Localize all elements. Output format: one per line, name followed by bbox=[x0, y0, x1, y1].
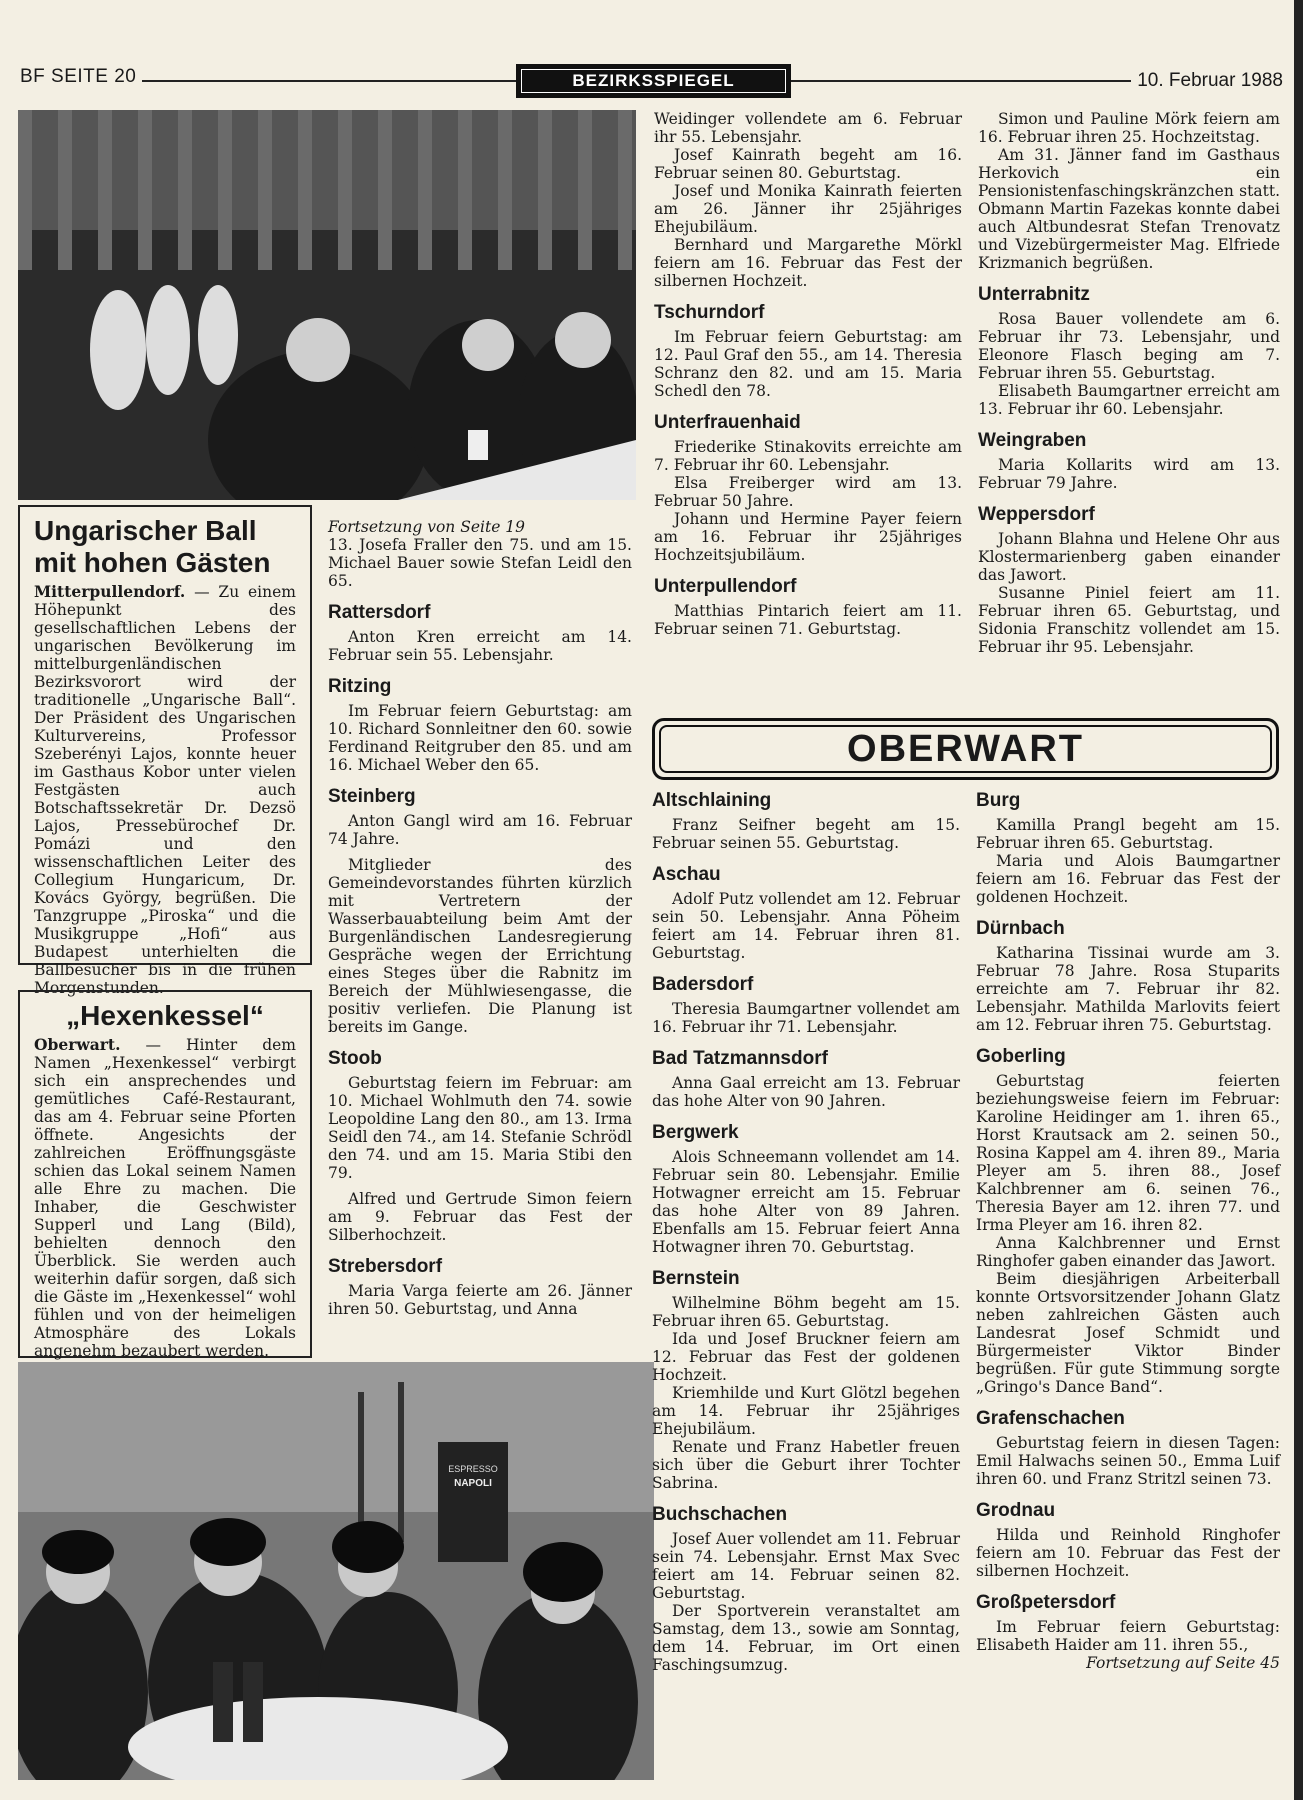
place-heading: Stoob bbox=[328, 1048, 382, 1069]
paragraph: Wilhelmine Böhm begeht am 15. Februar ihren 65. Geburtstag. bbox=[652, 1294, 960, 1330]
paragraph: Simon und Pauline Mörk feiern am 16. Februar ihren 25. Hochzeitstag. bbox=[978, 110, 1280, 146]
cafe-photo bbox=[18, 1362, 654, 1780]
place-heading: Burg bbox=[976, 790, 1021, 811]
ball-photo bbox=[18, 110, 636, 500]
place-heading: Altschlaining bbox=[652, 790, 772, 811]
article-ungarischer-ball bbox=[18, 505, 312, 997]
article-title: Ungarischer Ball mit hohen Gästen bbox=[34, 515, 271, 578]
paragraph: Der Sportverein veranstaltet am Samstag, dem 13., sowie am Sonntag, dem 14. Februar, im Ort einen Faschingsumzug. bbox=[652, 1602, 960, 1674]
paragraph: Geburtstag feiern im Februar: am 10. Michael Wohlmuth den 74. sowie Leopoldine Lang den 80., am 13. Irma Seidl den 74., am 14. Stefanie Schrödl den 74. und am 15. Maria Stibi den 79. bbox=[328, 1074, 632, 1182]
paragraph: Adolf Putz vollendet am 12. Februar sein 50. Lebensjahr. Anna Pöheim feiert am 14. Februar ihren 81. Geburtstag. bbox=[652, 890, 960, 962]
dateline: Oberwart. bbox=[34, 1035, 121, 1054]
paragraph: Friederike Stinakovits erreichte am 7. Februar ihr 60. Lebensjahr. bbox=[654, 438, 962, 474]
place-heading: Buchschachen bbox=[652, 1504, 788, 1525]
paragraph: Anton Kren erreicht am 14. Februar sein 55. Lebensjahr. bbox=[328, 628, 632, 664]
paragraph: Maria Kollarits wird am 13. Februar 79 Jahre. bbox=[978, 456, 1280, 492]
banner-text: OBERWART bbox=[659, 725, 1272, 773]
paragraph: Bernhard und Margarethe Mörkl feiern am 16. Februar das Fest der silbernen Hochzeit. bbox=[654, 236, 962, 290]
article-hexenkessel bbox=[18, 990, 312, 1358]
place-heading: Unterpullendorf bbox=[654, 576, 797, 597]
place-heading: Strebersdorf bbox=[328, 1256, 443, 1277]
place-heading: Rattersdorf bbox=[328, 602, 431, 623]
paragraph: 13. Josefa Fraller den 75. und am 15. Michael Bauer sowie Stefan Leidl den 65. bbox=[328, 536, 632, 590]
paragraph: Geburtstag feiern in diesen Tagen: Emil Halwachs seinen 50., Emma Luif ihren 60. und Franz Stritzl seinen 73. bbox=[976, 1434, 1280, 1488]
paragraph: Katharina Tissinai wurde am 3. Februar 78 Jahre. Rosa Stuparits erreichte am 7. Februar ihr 82. Lebensjahr. Mathilda Marlovits feiert am 12. Februar ihren 75. Geburtstag. bbox=[976, 944, 1280, 1034]
article-title: „Hexenkessel“ bbox=[66, 1000, 264, 1031]
column-3 bbox=[654, 110, 962, 638]
article-body-text: — Hinter dem Namen „Hexenkessel“ verbirgt sich ein ansprechendes und gemütliches Café-Restaurant, das am 4. Februar seine Pforten öffnete. Angesichts der zahlreichen Eröffnungsgäste schien das Lokal seinem Namen alle Ehre zu machen. Die Inhaber, die Geschwister Supperl und Lang (Bild), behielten dennoch den Überblick. Sie werden auch weiterhin dafür sorgen, daß sich die Gäste im „Hexenkessel“ wohl fühlen und von der heimeligen Atmosphäre des Lokals angenehm bezaubert werden. bbox=[34, 1036, 296, 1360]
paragraph: Beim diesjährigen Arbeiterball konnte Ortsvorsitzender Johann Glatz neben zahlreichen Gästen auch Landesrat Josef Schmidt und Bürgermeister Viktor Binder begrüßen. Für gute Stimmung sorgte „Gringo's Dance Band“. bbox=[976, 1270, 1280, 1396]
poster-bottom: NAPOLI bbox=[454, 1478, 492, 1489]
paragraph: Elsa Freiberger wird am 13. Februar 50 Jahre. bbox=[654, 474, 962, 510]
section-title bbox=[516, 64, 791, 98]
place-heading: Tschurndorf bbox=[654, 302, 765, 323]
paragraph: Maria und Alois Baumgartner feiern am 16. Februar das Fest der goldenen Hochzeit. bbox=[976, 852, 1280, 906]
column-4 bbox=[978, 110, 1280, 656]
paragraph: Matthias Pintarich feiert am 11. Februar seinen 71. Geburtstag. bbox=[654, 602, 962, 638]
continuation-note: Fortsetzung auf Seite 45 bbox=[1086, 1654, 1280, 1672]
place-heading: Steinberg bbox=[328, 786, 416, 807]
paragraph: Johann Blahna und Helene Ohr aus Klostermarienberg gaben einander das Jawort. bbox=[978, 530, 1280, 584]
place-heading: Goberling bbox=[976, 1046, 1066, 1067]
paragraph: Im Februar feiern Geburtstag: am 12. Paul Graf den 55., am 14. Theresia Schranz den 82. und am 15. Maria Schedl den 78. bbox=[654, 328, 962, 400]
paragraph: Franz Seifner begeht am 15. Februar seinen 55. Geburtstag. bbox=[652, 816, 960, 852]
paragraph: Josef Kainrath begeht am 16. Februar seinen 80. Geburtstag. bbox=[654, 146, 962, 182]
place-heading: Weppersdorf bbox=[978, 504, 1095, 525]
issue-date: 10. Februar 1988 bbox=[1131, 70, 1283, 92]
place-heading: Bergwerk bbox=[652, 1122, 739, 1143]
paragraph: Rosa Bauer vollendete am 6. Februar ihr 73. Lebensjahr, und Eleonore Flasch beging am 7. Februar ihren 55. Geburtstag. bbox=[978, 310, 1280, 382]
paragraph: Kamilla Prangl begeht am 15. Februar ihren 65. Geburtstag. bbox=[976, 816, 1280, 852]
paragraph: Im Februar feiern Geburtstag: Elisabeth Haider am 11. ihren 55., bbox=[976, 1618, 1280, 1654]
paragraph: Maria Varga feierte am 26. Jänner ihren 50. Geburtstag, und Anna bbox=[328, 1282, 632, 1318]
paragraph: Anton Gangl wird am 16. Februar 74 Jahre. bbox=[328, 812, 632, 848]
paragraph: Kriemhilde und Kurt Glötzl begehen am 14. Februar ihr 25jähriges Ehejubiläum. bbox=[652, 1384, 960, 1438]
paragraph: Mitglieder des Gemeindevorstandes führten kürzlich mit Vertretern der Wasserbauabteilung beim Amt der Burgenländischen Landesregierung Gespräche wegen der Errichtung eines Steges über die Rabnitz im Bereich der Mühlwiesengasse, die positiv verliefen. Die Planung ist bereits im Gange. bbox=[328, 856, 632, 1036]
place-heading: Badersdorf bbox=[652, 974, 754, 995]
section-title-text: BEZIRKSSPIEGEL bbox=[521, 69, 786, 93]
poster-top: ESPRESSO bbox=[448, 1464, 498, 1474]
paragraph: Anna Gaal erreicht am 13. Februar das hohe Alter von 90 Jahren. bbox=[652, 1074, 960, 1110]
paragraph: Johann und Hermine Payer feiern am 16. Februar ihr 25jähriges Hochzeitsjubiläum. bbox=[654, 510, 962, 564]
paragraph: Renate und Franz Habetler freuen sich über die Geburt ihrer Tochter Sabrina. bbox=[652, 1438, 960, 1492]
place-heading: Grafenschachen bbox=[976, 1408, 1125, 1429]
place-heading: Grodnau bbox=[976, 1500, 1056, 1521]
dateline: Mitterpullendorf. bbox=[34, 582, 186, 601]
place-heading: Unterrabnitz bbox=[978, 284, 1090, 305]
paragraph: Ida und Josef Bruckner feiern am 12. Februar das Fest der goldenen Hochzeit. bbox=[652, 1330, 960, 1384]
paragraph: Anna Kalchbrenner und Ernst Ringhofer gaben einander das Jawort. bbox=[976, 1234, 1280, 1270]
paragraph: Theresia Baumgartner vollendet am 16. Februar ihr 71. Lebensjahr. bbox=[652, 1000, 960, 1036]
column-6 bbox=[976, 790, 1280, 1672]
article-body bbox=[34, 583, 296, 997]
paragraph: Hilda und Reinhold Ringhofer feiern am 10. Februar das Fest der silbernen Hochzeit. bbox=[976, 1526, 1280, 1580]
place-heading: Weingraben bbox=[978, 430, 1087, 451]
oberwart-banner bbox=[652, 718, 1279, 780]
paragraph: Weidinger vollendete am 6. Februar ihr 55. Lebensjahr. bbox=[654, 110, 962, 146]
column-2 bbox=[328, 518, 632, 1318]
place-heading: Bad Tatzmannsdorf bbox=[652, 1048, 828, 1069]
paragraph: Josef Auer vollendet am 11. Februar sein 74. Lebensjahr. Ernst Max Svec feiert am 14. Februar seinen 82. Geburtstag. bbox=[652, 1530, 960, 1602]
page-label: BF SEITE 20 bbox=[20, 66, 142, 88]
column-5 bbox=[652, 790, 960, 1674]
place-heading: Ritzing bbox=[328, 676, 392, 697]
paragraph: Susanne Piniel feiert am 11. Februar ihren 65. Geburtstag, und Sidonia Franschitz vollendet am 15. Februar ihr 95. Lebensjahr. bbox=[978, 584, 1280, 656]
paragraph: Im Februar feiern Geburtstag: am 10. Richard Sonnleitner den 60. sowie Ferdinand Reitgruber den 85. und am 16. Michael Weber den 65. bbox=[328, 702, 632, 774]
paragraph: Geburtstag feierten beziehungsweise feiern im Februar: Karoline Heidinger am 1. ihren 65., Horst Krautsack am 2. seinen 50., Rosina Kappel am 4. ihren 89., Maria Pleyer am 5. ihren 88., Josef Kalchbrenner am 6. seinen 76., Theresia Bayer am 12. ihren 77. und Irma Pleyer am 16. ihren 82. bbox=[976, 1072, 1280, 1234]
place-heading: Unterfrauenhaid bbox=[654, 412, 801, 433]
paragraph: Alois Schneemann vollendet am 14. Februar sein 80. Lebensjahr. Emilie Hotwagner erreicht am 15. Februar das hohe Alter von 89 Jahren. Ebenfalls am 15. Februar feiert Anna Hotwagner ihren 70. Geburtstag. bbox=[652, 1148, 960, 1256]
paragraph: Elisabeth Baumgartner erreicht am 13. Februar ihr 60. Lebensjahr. bbox=[978, 382, 1280, 418]
article-body bbox=[34, 1036, 296, 1360]
paragraph: Josef und Monika Kainrath feierten am 26. Jänner ihr 25jähriges Ehejubiläum. bbox=[654, 182, 962, 236]
paragraph: Alfred und Gertrude Simon feiern am 9. Februar das Fest der Silberhochzeit. bbox=[328, 1190, 632, 1244]
continuation-note: Fortsetzung von Seite 19 bbox=[328, 518, 526, 536]
place-heading: Aschau bbox=[652, 864, 721, 885]
place-heading: Bernstein bbox=[652, 1268, 740, 1289]
place-heading: Großpetersdorf bbox=[976, 1592, 1116, 1613]
paragraph: Am 31. Jänner fand im Gasthaus Herkovich ein Pensionistenfaschingskränzchen statt. Obmann Martin Fazekas konnte dabei auch Altbundesrat Stefan Trenovatz und Vizebürgermeister Mag. Elfriede Krizmanich begrüßen. bbox=[978, 146, 1280, 272]
page-edge bbox=[1294, 0, 1303, 1800]
article-body-text: — Zu einem Höhepunkt des gesellschaftlichen Lebens der ungarischen Bevölkerung im mittelburgenländischen Bezirksvorort wird der traditionelle „Ungarische Ball“. Der Präsident des Ungarischen Kulturvereins, Professor Szeberényi Lajos, konnte heuer im Gasthaus Kobor unter vielen Festgästen auch Botschaftssekretär Dr. Dezsö Lajos, Pressebürochef Dr. Pomázi und den wissenschaftlichen Leiter des Collegium Hungaricum, Dr. Kovács György, begrüßen. Die Tanzgruppe „Piroska“ und die Musikgruppe „Hofi“ aus Budapest unterhielten die Ballbesucher bis in die frühen Morgenstunden. bbox=[34, 583, 296, 997]
place-heading: Dürnbach bbox=[976, 918, 1065, 939]
